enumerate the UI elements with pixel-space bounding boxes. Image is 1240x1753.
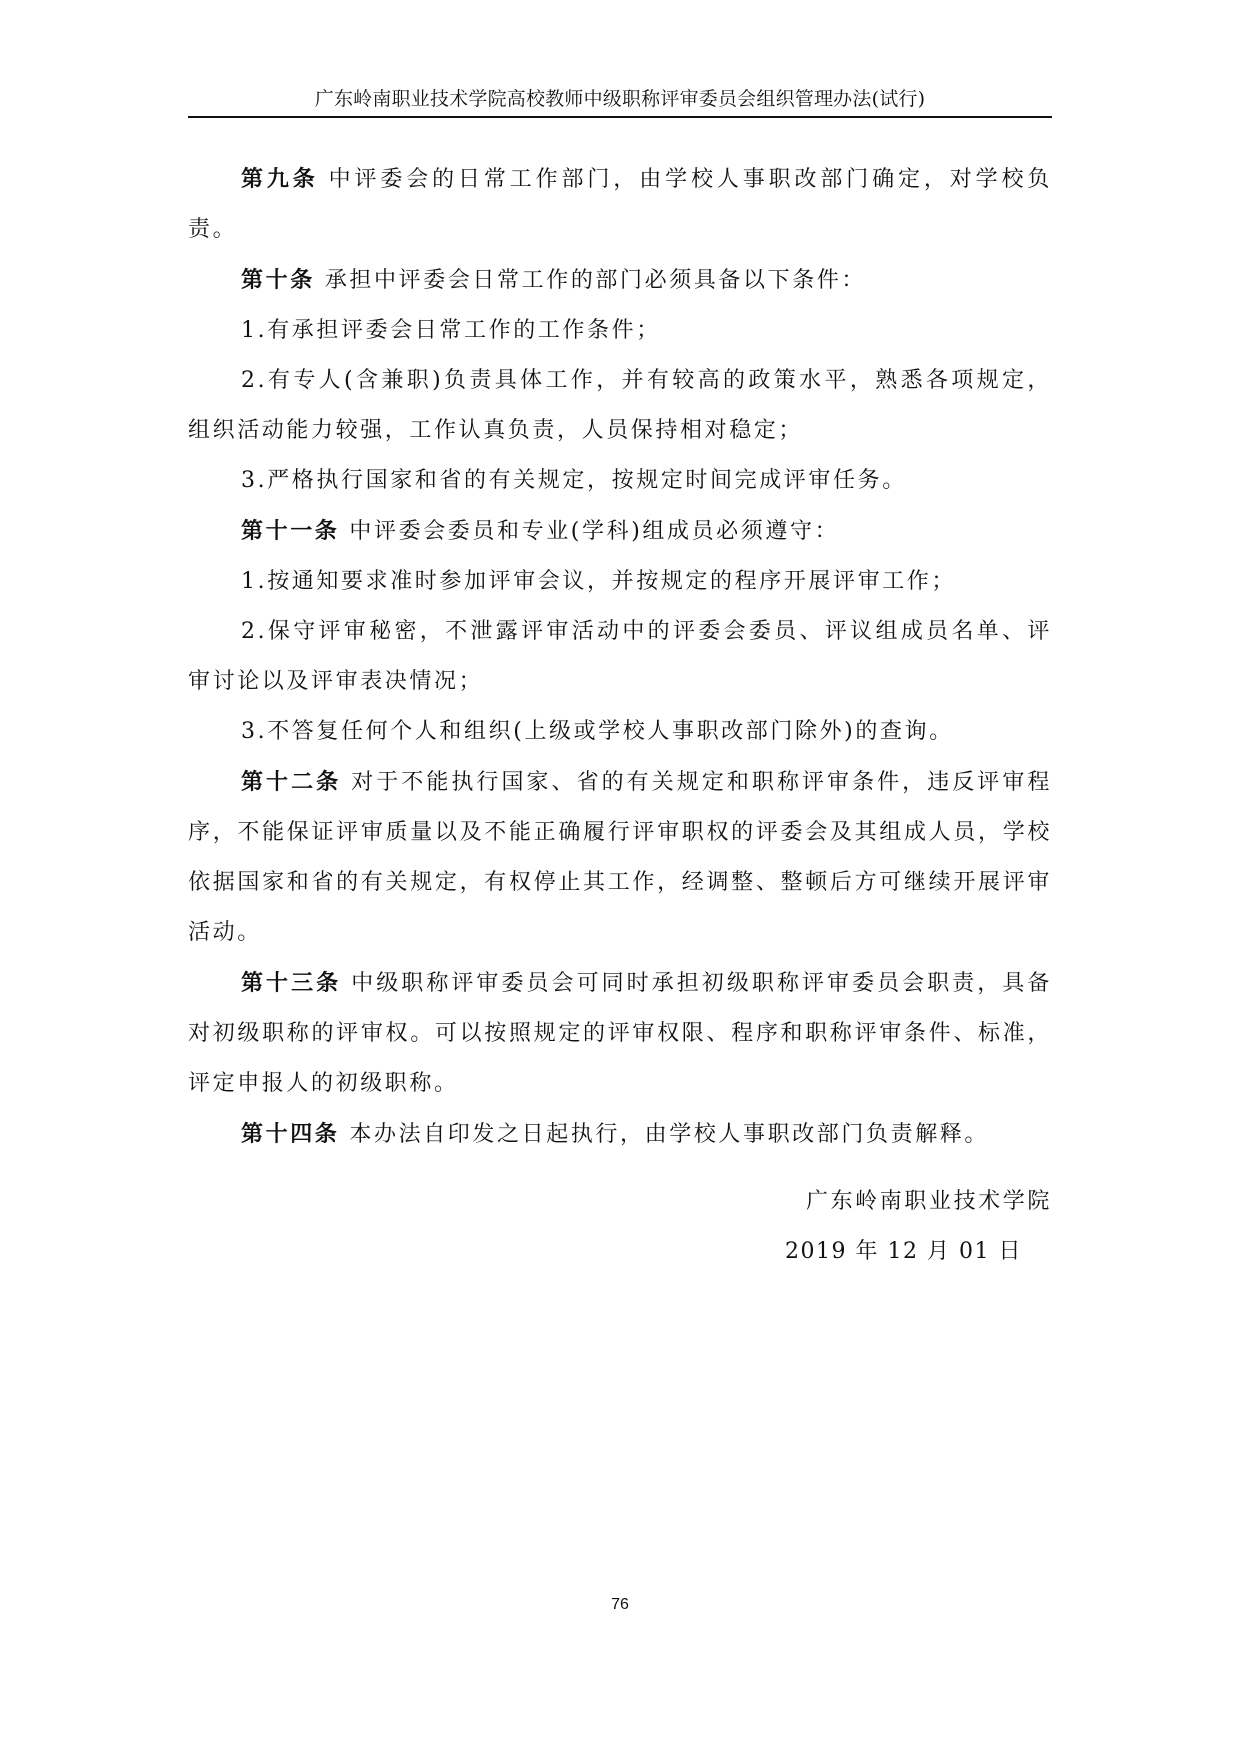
article-label: 第十四条 bbox=[241, 1121, 340, 1147]
list-item bbox=[188, 356, 1052, 456]
list-item-text: 3.严格执行国家和省的有关规定，按规定时间完成评审任务。 bbox=[241, 468, 907, 493]
list-item bbox=[188, 607, 1052, 707]
running-header: 广东岭南职业技术学院高校教师中级职称评审委员会组织管理办法(试行) bbox=[314, 88, 926, 110]
list-item-text: 2.保守评审秘密，不泄露评审活动中的评委会委员、评议组成员名单、评审讨论以及评审表决情况； bbox=[188, 619, 1052, 694]
article-10 bbox=[188, 255, 1052, 306]
list-item bbox=[188, 707, 1052, 757]
signature-date: 2019 年 12 月 01 日 bbox=[785, 1239, 1022, 1264]
header-rule bbox=[188, 116, 1052, 118]
article-label: 第十三条 bbox=[241, 970, 342, 996]
article-13 bbox=[188, 958, 1052, 1109]
list-item-text: 1.按通知要求准时参加评审会议，并按规定的程序开展评审工作； bbox=[241, 569, 956, 594]
list-item bbox=[188, 456, 1052, 506]
article-label: 第十二条 bbox=[241, 769, 342, 795]
signature-block bbox=[760, 1177, 1052, 1277]
list-item bbox=[188, 306, 1052, 356]
article-9 bbox=[188, 154, 1052, 255]
list-item-text: 2.有专人(含兼职)负责具体工作，并有较高的政策水平，熟悉各项规定，组织活动能力较强，工作认真负责，人员保持相对稳定； bbox=[188, 368, 1052, 443]
article-text: 承担中评委会日常工作的部门必须具备以下条件： bbox=[324, 268, 867, 293]
article-14 bbox=[188, 1109, 1052, 1160]
article-12 bbox=[188, 757, 1052, 958]
document-body bbox=[188, 154, 1052, 1160]
page-number: 76 bbox=[611, 1596, 629, 1613]
article-text: 中级职称评审委员会可同时承担初级职称评审委员会职责，具备对初级职称的评审权。可以按照规定的评审权限、程序和职称评审条件、标准，评定申报人的初级职称。 bbox=[188, 971, 1052, 1096]
signature-org: 广东岭南职业技术学院 bbox=[805, 1189, 1052, 1214]
list-item-text: 1.有承担评委会日常工作的工作条件； bbox=[241, 318, 661, 343]
list-item bbox=[188, 557, 1052, 607]
article-text: 本办法自印发之日起执行，由学校人事职改部门负责解释。 bbox=[349, 1122, 990, 1147]
article-label: 第十一条 bbox=[241, 518, 340, 544]
article-text: 中评委会的日常工作部门，由学校人事职改部门确定，对学校负责。 bbox=[188, 167, 1052, 242]
article-label: 第九条 bbox=[241, 166, 319, 192]
article-label: 第十条 bbox=[241, 267, 315, 293]
list-item-text: 3.不答复任何个人和组织(上级或学校人事职改部门除外)的查询。 bbox=[241, 719, 954, 744]
article-text: 对于不能执行国家、省的有关规定和职称评审条件，违反评审程序，不能保证评审质量以及不能正确履行评审职权的评委会及其组成人员，学校依据国家和省的有关规定，有权停止其工作，经调整、整顿后方可继续开展评审活动。 bbox=[188, 770, 1052, 945]
article-text: 中评委会委员和专业(学科)组成员必须遵守： bbox=[349, 519, 840, 544]
article-11 bbox=[188, 506, 1052, 557]
